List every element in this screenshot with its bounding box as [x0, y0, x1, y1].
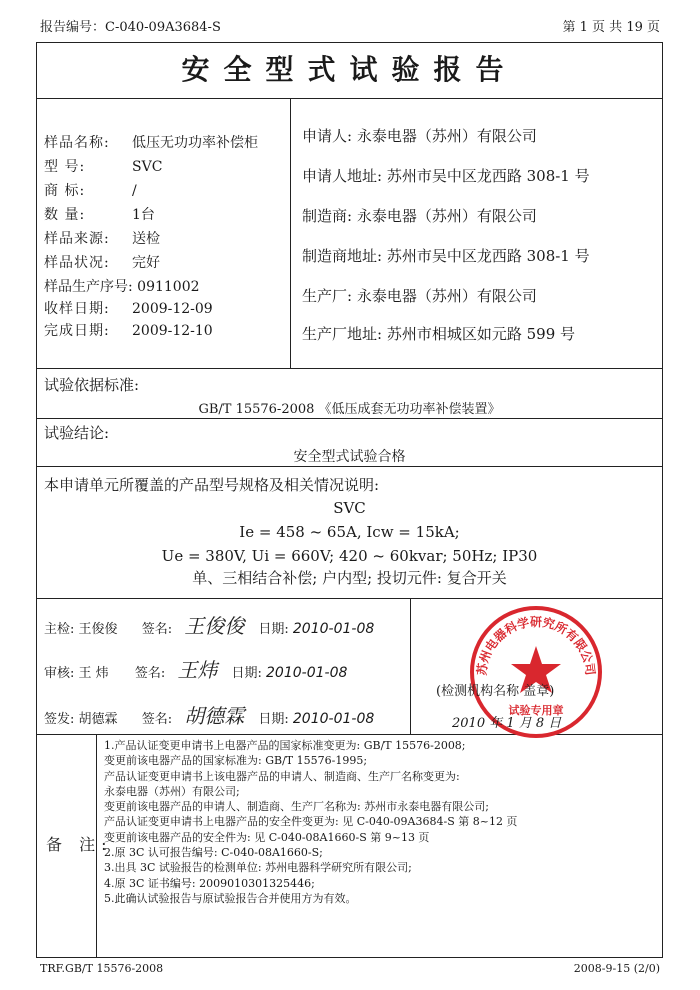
note-line: 永泰电器（苏州）有限公司;: [104, 784, 240, 798]
issuer-date: 2010-01-08: [292, 711, 375, 727]
notes-label: 备 注:: [46, 835, 113, 854]
footer-form-id: TRF.GB/T 15576-2008: [40, 962, 164, 975]
note-line: 变更前该电器产品的申请人、制造商、生产厂名称为: 苏州市永泰电器有限公司;: [104, 800, 489, 814]
report-number: 报告编号：C-040-09A3684-S: [40, 20, 221, 35]
reviewer-date: 2010-01-08: [266, 665, 348, 681]
models-line: Ue = 380V, Ui = 660V; 420 ~ 60kvar; 50Hz; IP30: [161, 547, 538, 565]
conclusion-value: 安全型式试验合格: [293, 449, 406, 465]
sample-name-row: 样品名称: 低压无功功率补偿柜: [44, 135, 258, 151]
sample-condition-row: 样品状况: 完好: [44, 255, 160, 271]
note-line: 变更前该电器产品的国家标准为: GB/T 15576-1995;: [104, 754, 368, 768]
note-line: 5.此确认试验报告与原试验报告合并使用方为有效。: [104, 891, 357, 905]
page-info: 第 1 页 共 19 页: [562, 20, 660, 35]
models-line: 单、三相结合补偿; 户内型; 投切元件: 复合开关: [192, 569, 507, 587]
note-line: 产品认证变更申请书上电器产品的安全件变更为: 见 C-040-09A3684-S 第 8~12 页: [104, 815, 518, 829]
note-line: 2.原 3C 认可报告编号: C-040-08A1660-S;: [104, 846, 323, 860]
applicant-address-row: 申请人地址: 苏州市吴中区龙西路 308-1 号: [302, 167, 590, 185]
factory-row: 生产厂: 永泰电器（苏州）有限公司: [302, 287, 537, 305]
sample-source-row: 样品来源: 送检: [44, 231, 160, 247]
divider: [290, 98, 291, 368]
conclusion-label: 试验结论:: [44, 424, 110, 442]
divider: [36, 98, 663, 99]
note-line: 变更前该电器产品的安全件为: 见 C-040-08A1660-S 第 9~13 页: [104, 830, 430, 844]
applicant-row: 申请人: 永泰电器（苏州）有限公司: [302, 127, 537, 145]
manufacturer-row: 制造商: 永泰电器（苏州）有限公司: [302, 207, 537, 225]
manufacturer-address-row: 制造商地址: 苏州市吴中区龙西路 308-1 号: [302, 247, 590, 265]
completed-date-row: 完成日期: 2009-12-10: [44, 323, 213, 339]
inspector-date: 2010-01-08: [292, 621, 375, 637]
sample-model-row: 型 号: SVC: [44, 159, 163, 175]
divider: [36, 466, 663, 467]
report-title: 安全型式试验报告: [181, 53, 518, 86]
stamp-sub-text: 试验专用章: [508, 704, 564, 717]
inspector-row: 主检: 王俊俊 签名: 王俊俊 日期: 2010-01-08: [44, 614, 375, 638]
reviewer-row: 审核: 王 炜 签名: 王炜 日期: 2010-01-08: [44, 658, 348, 682]
models-line: Ie = 458 ~ 65A, Icw = 15kA;: [239, 523, 460, 541]
sample-trademark-row: 商 标: /: [44, 183, 137, 199]
factory-address-row: 生产厂地址: 苏州市相城区如元路 599 号: [302, 325, 576, 343]
reviewer-signature: 王炜: [177, 658, 218, 682]
divider: [36, 418, 663, 419]
inspector-signature: 王俊俊: [184, 614, 245, 638]
stamp-text: 苏州电器科学研究所有限公司: [474, 614, 598, 677]
sample-serial-row: 样品生产序号: 0911002: [44, 279, 200, 295]
note-line: 4.原 3C 证书编号: 2009010301325446;: [104, 876, 315, 890]
issuer-row: 签发: 胡德霖 签名: 胡德霖 日期: 2010-01-08: [44, 704, 375, 728]
divider: [410, 598, 411, 734]
stamp-date: 2010 年 1 月 8 日: [452, 716, 562, 731]
received-date-row: 收样日期: 2009-12-09: [44, 301, 213, 317]
standard-label: 试验依据标准:: [44, 376, 140, 394]
models-line: SVC: [333, 499, 366, 517]
note-line: 3.出具 3C 试验报告的检测单位: 苏州电器科学研究所有限公司;: [104, 861, 412, 875]
note-line: 产品认证变更申请书上该电器产品的申请人、制造商、生产厂名称变更为:: [104, 769, 460, 783]
footer-version: 2008-9-15 (2/0): [573, 962, 660, 975]
divider: [36, 598, 663, 599]
stamp-note: (检测机构名称 盖章): [436, 684, 555, 699]
issuer-signature: 胡德霖: [184, 704, 245, 728]
models-label: 本申请单元所覆盖的产品型号规格及相关情况说明:: [44, 476, 380, 494]
standard-value: GB/T 15576-2008 《低压成套无功功率补偿装置》: [198, 402, 501, 417]
notes-block: [104, 738, 659, 906]
note-line: 1.产品认证变更申请书上电器产品的国家标准变更为: GB/T 15576-2008;: [104, 739, 466, 752]
sample-quantity-row: 数 量: 1台: [44, 207, 155, 223]
divider: [36, 368, 663, 369]
